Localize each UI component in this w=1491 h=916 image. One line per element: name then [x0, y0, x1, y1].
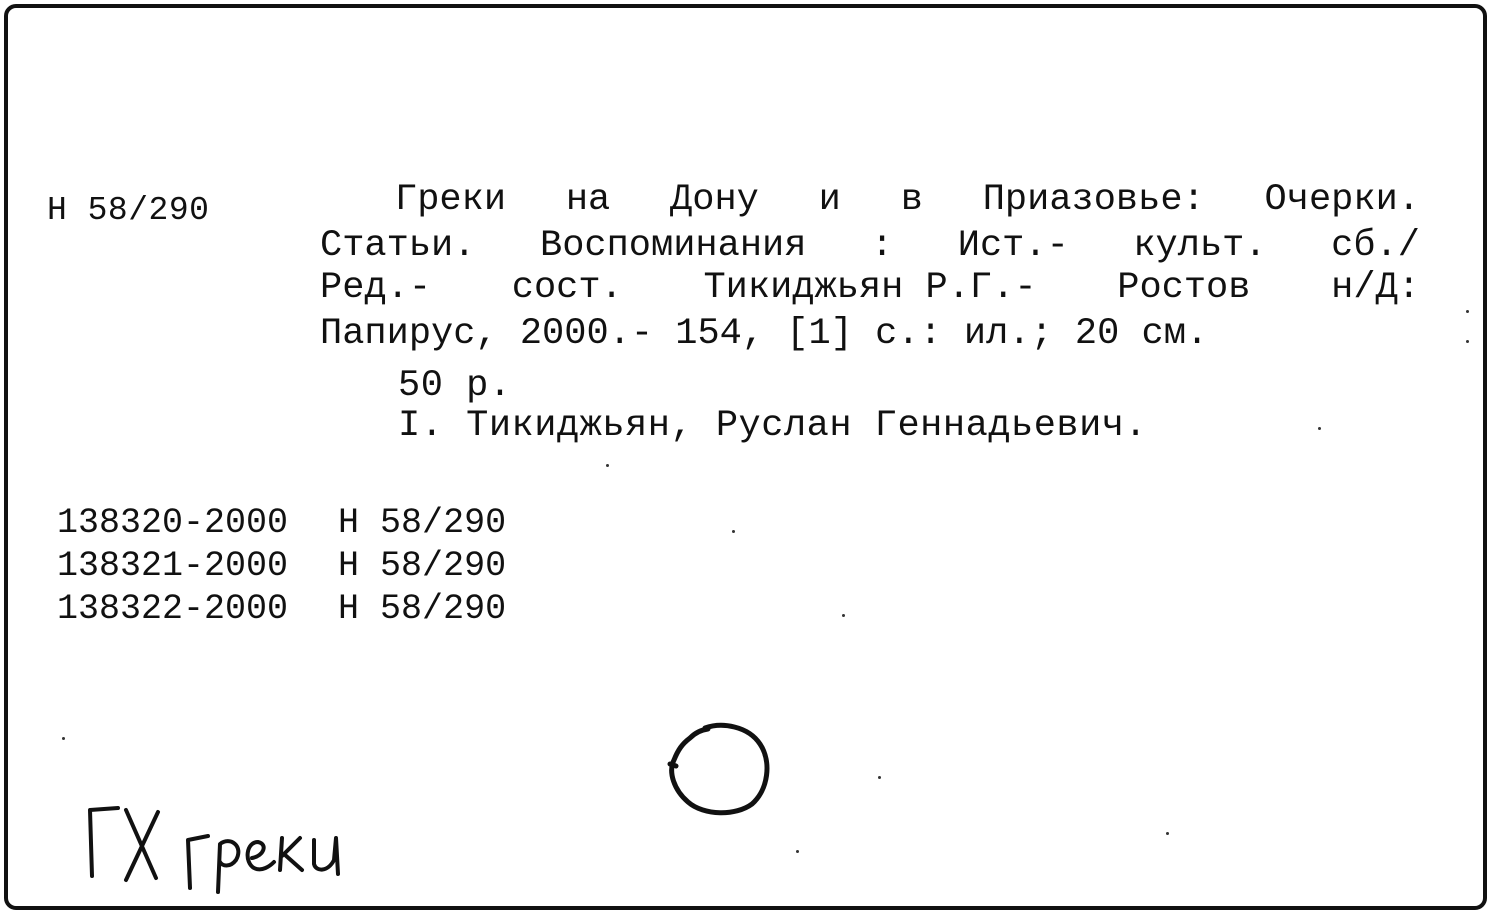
inventory-number: 138322-2000 [57, 589, 289, 629]
speck [878, 776, 881, 779]
description-line-4 [320, 313, 1209, 355]
description-word: Статьи. [320, 225, 476, 267]
description-word: Ростов [1117, 267, 1251, 309]
description-word: на [565, 179, 611, 221]
circle-stamp-mark [660, 720, 775, 820]
inventory-shelf-mark: Н 58/290 [338, 503, 507, 543]
inventory-row [57, 503, 507, 543]
description-word: : [870, 225, 894, 267]
inventory-number: 138320-2000 [57, 503, 289, 543]
description-line-1 [395, 179, 1420, 221]
inventory-shelf-mark: Н 58/290 [338, 546, 507, 586]
description-word: Приазовье: [982, 179, 1205, 221]
inventory-row [57, 589, 507, 629]
description-word: Очерки. [1264, 179, 1420, 221]
price: 50 р. [398, 365, 512, 407]
added-entry: I. Тикиджьян, Руслан Геннадьевич. [398, 405, 1148, 447]
speck [1166, 832, 1169, 835]
description-line-2 [320, 225, 1420, 267]
description-word: сост. [511, 267, 623, 309]
speck [606, 464, 609, 467]
description-word: Дону [670, 179, 759, 221]
inventory-number: 138321-2000 [57, 546, 289, 586]
speck [796, 850, 799, 853]
speck [842, 614, 845, 617]
description-word: Греки [395, 179, 507, 221]
description-word: Тикиджьян Р.Г.- [703, 267, 1037, 309]
handwritten-note [80, 800, 380, 895]
description-word: Воспоминания [539, 225, 807, 267]
speck [1318, 427, 1321, 430]
imprint-text: Папирус, 2000.- 154, [1] с.: ил.; 20 см. [320, 313, 1209, 355]
description-word: сб./ [1331, 225, 1420, 267]
description-word: и [818, 179, 841, 221]
inventory-shelf-mark: Н 58/290 [338, 589, 507, 629]
speck [1466, 340, 1469, 343]
shelf-mark: Н 58/290 [47, 192, 210, 229]
speck [732, 530, 735, 533]
description-word: Ред.- [320, 267, 432, 309]
inventory-row [57, 546, 507, 586]
speck [1466, 310, 1469, 313]
description-word: культ. [1133, 225, 1267, 267]
description-word: Ист.- [957, 225, 1069, 267]
speck [62, 737, 65, 740]
description-line-3 [320, 267, 1420, 309]
description-word: н/Д: [1331, 267, 1420, 309]
description-word: в [900, 179, 923, 221]
